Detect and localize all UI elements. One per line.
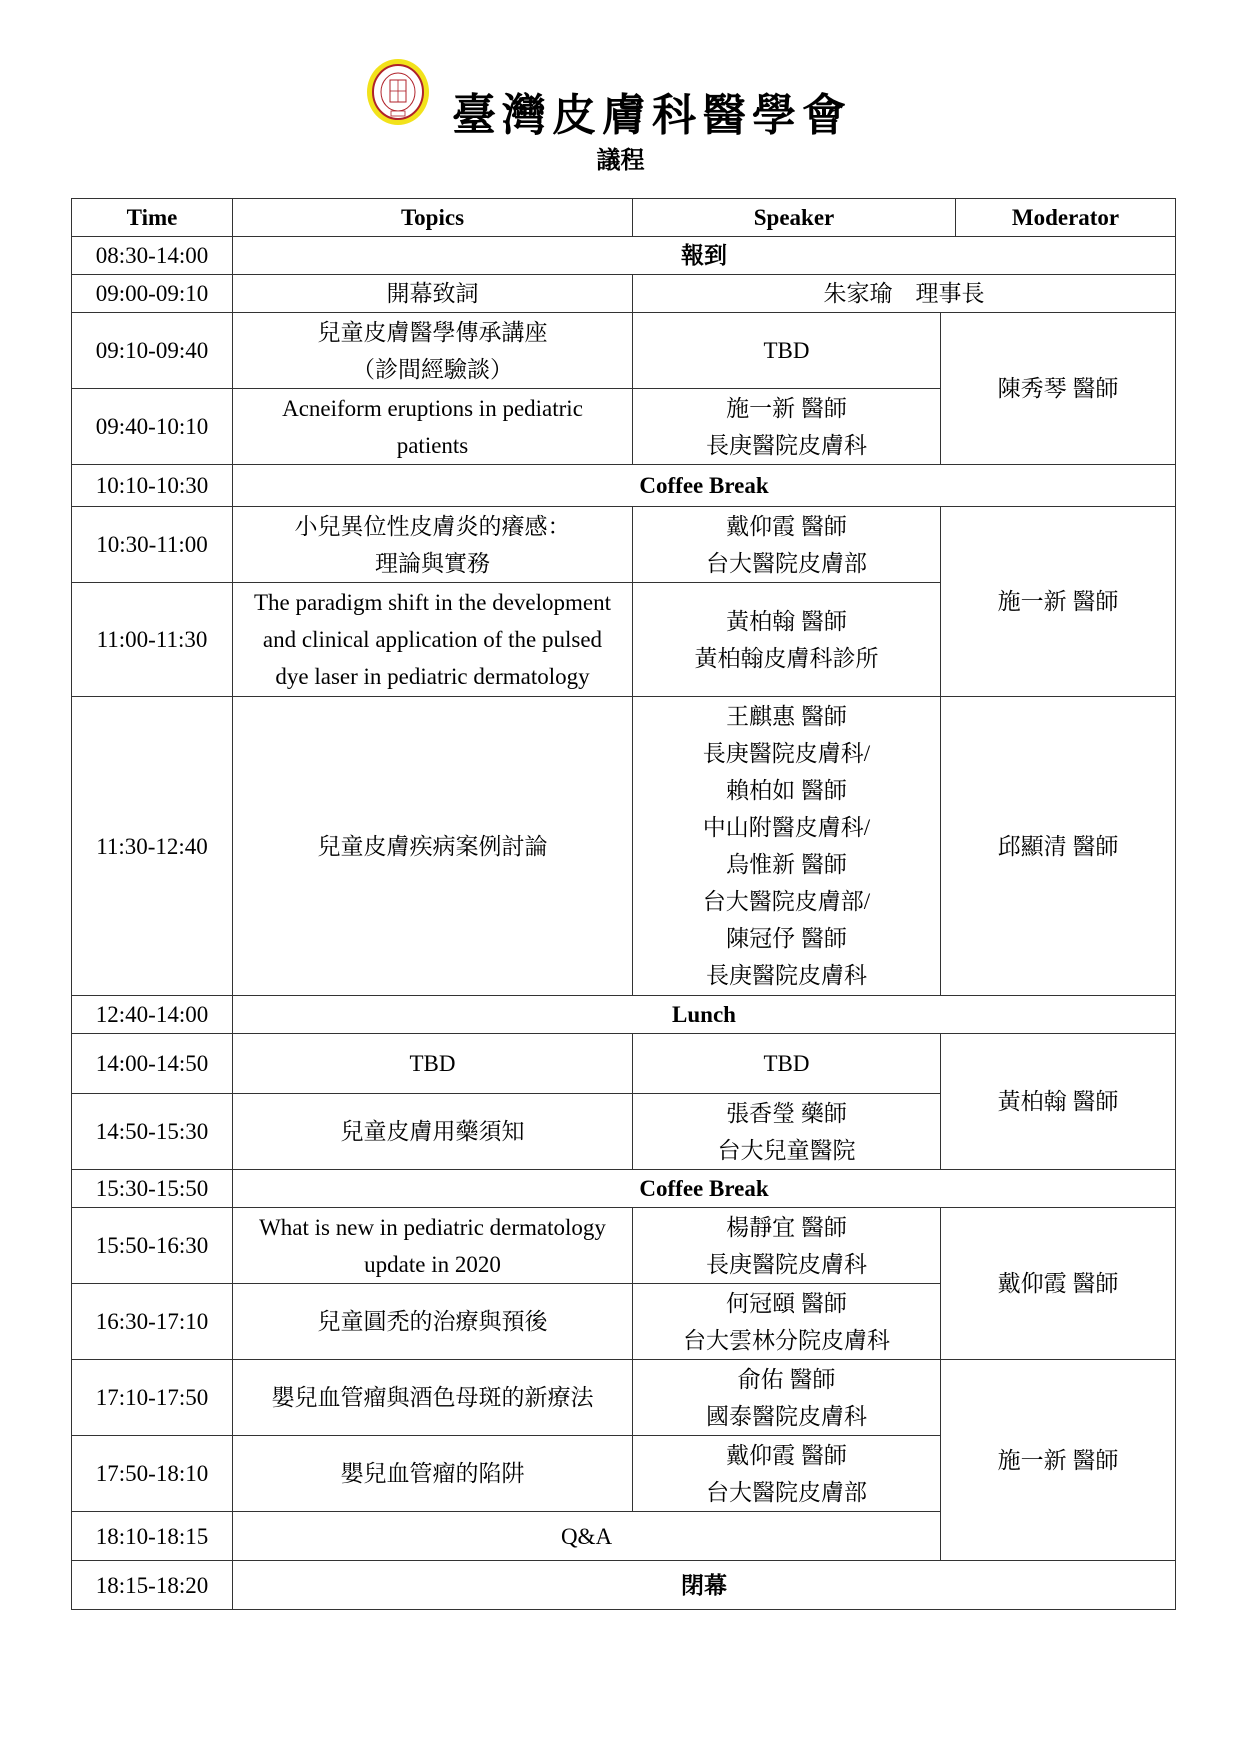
- topic-line: （診間經驗談）: [352, 356, 513, 382]
- topic-cell: [233, 313, 633, 389]
- time-cell: 14:00-14:50: [72, 1034, 233, 1094]
- topic-cell: [233, 1034, 633, 1094]
- speaker-line: 長庚醫院皮膚科/: [702, 741, 871, 766]
- speaker-line: TBD: [763, 338, 810, 363]
- full-width-cell: Coffee Break: [233, 465, 1176, 507]
- column-header-speaker-moderator: [633, 199, 1176, 237]
- topic-line: 嬰兒血管瘤的陷阱: [340, 1461, 525, 1486]
- table-row: [72, 1561, 1176, 1610]
- topic-line: dye laser in pediatric dermatology: [275, 664, 590, 689]
- table-header-row: [72, 199, 1176, 237]
- topic-cell: [233, 507, 633, 583]
- topic-line: 兒童皮膚醫學傳承講座: [317, 319, 548, 345]
- speaker-cell: [633, 1284, 941, 1360]
- speaker-cell: [633, 389, 941, 465]
- topic-cell: [233, 697, 633, 996]
- table-row: [72, 465, 1176, 507]
- topic-cell: [233, 1094, 633, 1170]
- speaker-line: 賴柏如 醫師: [726, 778, 847, 803]
- speaker-cell: [633, 1360, 941, 1436]
- time-cell: 17:50-18:10: [72, 1436, 233, 1512]
- time-cell: 18:10-18:15: [72, 1512, 233, 1561]
- moderator-cell: 陳秀琴 醫師: [941, 313, 1176, 465]
- topic-line: 兒童皮膚疾病案例討論: [317, 833, 548, 859]
- topic-line: What is new in pediatric dermatology: [259, 1214, 606, 1240]
- organization-title: 臺灣皮膚科醫學會: [452, 91, 852, 140]
- table-row: [72, 1034, 1176, 1094]
- topic-line: patients: [396, 432, 469, 458]
- time-cell: 09:00-09:10: [72, 275, 233, 313]
- topic-line: 兒童圓禿的治療與預後: [317, 1309, 548, 1334]
- full-width-cell: 報到: [233, 237, 1176, 275]
- table-row: [72, 313, 1176, 389]
- table-row: [72, 275, 1176, 313]
- time-cell: 15:30-15:50: [72, 1170, 233, 1208]
- moderator-cell: 施一新 醫師: [941, 1360, 1176, 1561]
- speaker-cell: [633, 583, 941, 697]
- speaker-line: 烏惟新 醫師: [726, 852, 847, 877]
- time-cell: 09:40-10:10: [72, 389, 233, 465]
- speaker-line: 台大雲林分院皮膚科: [683, 1327, 890, 1353]
- speaker-cell: [633, 1208, 941, 1284]
- speaker-line: 長庚醫院皮膚科: [706, 963, 867, 988]
- page-header: [0, 0, 1241, 190]
- full-width-cell: 閉幕: [233, 1561, 1176, 1610]
- time-cell: 15:50-16:30: [72, 1208, 233, 1284]
- speaker-line: 中山附醫皮膚科/: [702, 815, 871, 840]
- column-header-moderator: Moderator: [1011, 205, 1120, 230]
- speaker-line: 黃柏翰皮膚科診所: [694, 645, 879, 671]
- speaker-line: 長庚醫院皮膚科: [706, 1251, 867, 1277]
- time-cell: 09:10-09:40: [72, 313, 233, 389]
- speaker-line: 台大醫院皮膚部: [706, 550, 867, 576]
- speaker-line: 台大醫院皮膚部/: [702, 889, 871, 914]
- topic-line: and clinical application of the pulsed: [262, 627, 603, 652]
- topic-cell: [233, 583, 633, 697]
- topic-speaker-cell: Q&A: [233, 1512, 941, 1561]
- moderator-cell: 戴仰霞 醫師: [941, 1208, 1176, 1360]
- topic-line: 理論與實務: [375, 550, 490, 576]
- speaker-line: 黃柏翰 醫師: [726, 608, 847, 634]
- time-cell: 16:30-17:10: [72, 1284, 233, 1360]
- speaker-line: 王麒惠 醫師: [726, 704, 847, 729]
- table-row: [72, 507, 1176, 583]
- table-row: [72, 996, 1176, 1034]
- speaker-cell: [633, 1034, 941, 1094]
- speaker-cell: [633, 697, 941, 996]
- moderator-cell: 邱顯清 醫師: [941, 697, 1176, 996]
- topic-cell: [233, 1284, 633, 1360]
- speaker-line: 楊靜宜 醫師: [726, 1214, 847, 1240]
- speaker-line: 戴仰霞 醫師: [726, 513, 847, 539]
- speaker-moderator-cell: 朱家瑜 理事長: [633, 275, 1176, 313]
- table-row: [72, 1170, 1176, 1208]
- table-row: [72, 1360, 1176, 1436]
- agenda-table: [71, 198, 1176, 1610]
- topic-line: 小兒異位性皮膚炎的癢感：: [294, 513, 571, 539]
- association-seal-logo-icon: [366, 58, 430, 126]
- speaker-line: 長庚醫院皮膚科: [706, 432, 867, 458]
- speaker-cell: [633, 507, 941, 583]
- column-header-speaker: Speaker: [633, 199, 956, 236]
- topic-cell: [233, 389, 633, 465]
- speaker-line: 國泰醫院皮膚科: [706, 1403, 867, 1429]
- moderator-cell: 施一新 醫師: [941, 507, 1176, 697]
- topic-line: 嬰兒血管瘤與酒色母斑的新療法: [271, 1385, 594, 1410]
- table-row: [72, 697, 1176, 996]
- speaker-cell: [633, 1094, 941, 1170]
- time-cell: 17:10-17:50: [72, 1360, 233, 1436]
- time-cell: 10:10-10:30: [72, 465, 233, 507]
- topic-line: TBD: [409, 1051, 456, 1076]
- moderator-cell: 黃柏翰 醫師: [941, 1034, 1176, 1170]
- topic-cell: [233, 1360, 633, 1436]
- table-row: [72, 1208, 1176, 1284]
- topic-cell: [233, 275, 633, 313]
- speaker-line: 施一新 醫師: [726, 395, 847, 421]
- table-row: [72, 237, 1176, 275]
- agenda-subtitle: 議程: [596, 148, 645, 174]
- speaker-line: TBD: [763, 1051, 810, 1076]
- column-header-topics: Topics: [233, 199, 633, 237]
- time-cell: 14:50-15:30: [72, 1094, 233, 1170]
- topic-cell: [233, 1436, 633, 1512]
- topic-cell: [233, 1208, 633, 1284]
- speaker-line: 何冠頤 醫師: [726, 1290, 847, 1316]
- speaker-line: 戴仰霞 醫師: [726, 1442, 847, 1468]
- speaker-line: 台大兒童醫院: [717, 1137, 856, 1163]
- topic-line: The paradigm shift in the development: [253, 590, 612, 615]
- topic-line: Acneiform eruptions in pediatric: [282, 395, 583, 421]
- time-cell: 18:15-18:20: [72, 1561, 233, 1610]
- time-cell: 11:00-11:30: [72, 583, 233, 697]
- time-cell: 11:30-12:40: [72, 697, 233, 996]
- time-cell: 10:30-11:00: [72, 507, 233, 583]
- speaker-line: 台大醫院皮膚部: [706, 1479, 867, 1505]
- speaker-line: 陳冠伃 醫師: [726, 926, 847, 951]
- full-width-cell: Coffee Break: [233, 1170, 1176, 1208]
- time-cell: 12:40-14:00: [72, 996, 233, 1034]
- column-header-time: Time: [72, 199, 233, 237]
- topic-line: 開幕致詞: [386, 281, 479, 306]
- full-width-cell: Lunch: [233, 996, 1176, 1034]
- speaker-line: 俞佑 醫師: [737, 1366, 836, 1392]
- speaker-cell: [633, 1436, 941, 1512]
- speaker-cell: [633, 313, 941, 389]
- topic-line: 兒童皮膚用藥須知: [340, 1119, 525, 1144]
- topic-line: update in 2020: [364, 1251, 501, 1277]
- time-cell: 08:30-14:00: [72, 237, 233, 275]
- speaker-line: 張香瑩 藥師: [726, 1100, 847, 1126]
